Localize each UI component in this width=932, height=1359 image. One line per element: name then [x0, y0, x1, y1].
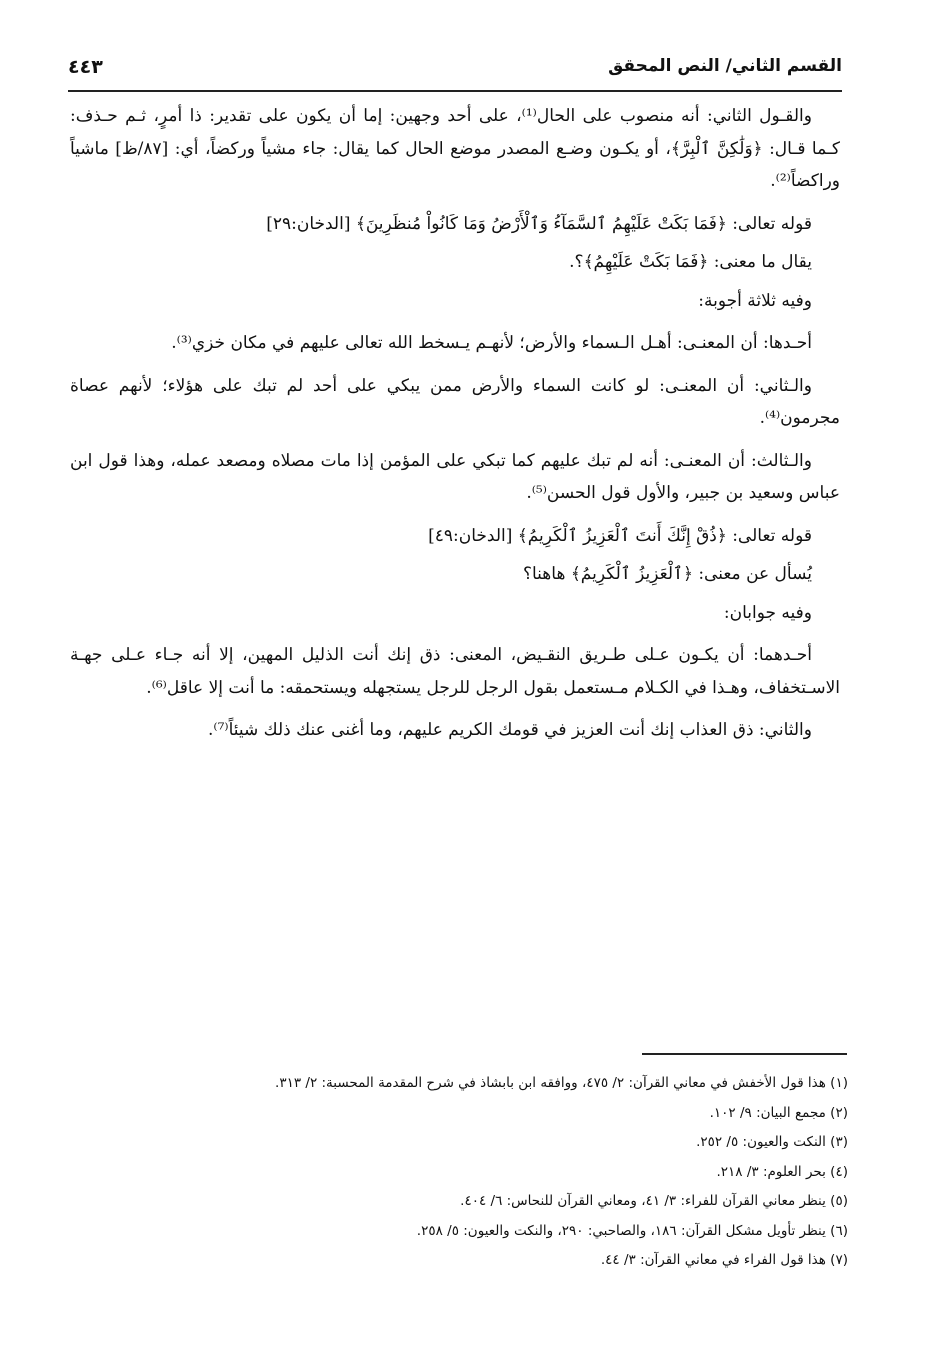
footnote: (٥) ينظر معاني القرآن للفراء: ٣/ ٤١، ومعاني القرآن للنحاس: ٦/ ٤٠٤.: [460, 1193, 848, 1209]
footnote-separator: [642, 1053, 847, 1055]
footnote: (٧) هذا قول الفراء في معاني القرآن: ٣/ ٤٤.: [600, 1252, 848, 1268]
question-line: يُسأل عن معنى: ﴿ٱلْعَزِيزُ ٱلْكَرِيمُ﴾ هاهنا؟: [522, 564, 812, 584]
footnotes: [120, 1069, 848, 1276]
paragraph: وفيه ثلاثة أجوبة:: [698, 290, 812, 311]
footnote: (٢) مجمع البيان: ٩/ ١٠٢.: [709, 1104, 848, 1121]
paragraph: والثاني: ذق العذاب إنك أنت العزيز في قومك الكريم عليهم، وما أغنى عنك ذلك شيئاً⁽⁷⁾.: [207, 720, 812, 740]
quran-verse-line: قوله تعالى: ﴿فَمَا بَكَتْ عَلَيْهِمُ ٱلسَّمَآءُ وَٱلْأَرْضُ وَمَا كَانُواْ مُنظَرِينَ﴾ [الدخان:٢٩]: [266, 213, 812, 234]
footnote: (٦) ينظر تأويل مشكل القرآن: ١٨٦، والصاحبي: ٢٩٠، والنكت والعيون: ٥/ ٢٥٨.: [416, 1222, 848, 1239]
quran-verse-line: قوله تعالى: ﴿ذُقْ إِنَّكَ أَنتَ ٱلْعَزِيزُ ٱلْكَرِيمُ﴾ [الدخان:٤٩]: [428, 525, 812, 546]
paragraph: أحـدهما: أن يكـون عـلى طـريق النقـيض، المعنى: ذق إنك أنت الذليل المهين، إلا أنه جـاء عـلى جهـة الاسـتخفاف، وهـذا في الكـلام مـستعمل بقول الرجل للرجل يستجهله ويستحمقه: ما أنت إلا عاقل⁽⁶⁾.: [70, 645, 840, 698]
footnote: (٤) بحر العلوم: ٣/ ٢١٨.: [716, 1163, 848, 1180]
paragraph: والـثالث: أن المعنـى: أنه لم تبك عليهم كما تبكي على المؤمن إذا مات مصلاه ومصعد عمله، وهذا قول ابن عباس وسعيد بن جبير، والأول قول الحسن⁽⁵⁾.: [70, 450, 840, 503]
paragraph: والقـول الثاني: أنه منصوب على الحال⁽¹⁾، على أحد وجهين: إما أن يكون على تقدير: ذا أمرٍ، ثـم حـذف: كـما قـال: ﴿وَلَٰكِنَّ ٱلْبِرَّ﴾، أو يكـون وضـع المصدر موضع الحال كما يقال: جاء مشياً وركضاً، أي: [٨٧/ظ] ماشياً وراكضاً⁽²⁾.: [70, 106, 840, 191]
page-header: [68, 48, 842, 92]
page-number: ٤٤٣: [68, 56, 103, 78]
main-text: [70, 100, 840, 757]
running-title: القسم الثاني/ النص المحقق: [608, 56, 842, 76]
footnote: (١) هذا قول الأخفش في معاني القرآن: ٢/ ٤٧٥، ووافقه ابن بابشاذ في شرح المقدمة المحسبة: ٢/ ٣١٣.: [275, 1075, 848, 1091]
paragraph: والـثاني: أن المعنـى: لو كانت السماء والأرض ممن يبكي على أحد لم تبك على هؤلاء؛ لأنهم عصاة مجرمون⁽⁴⁾.: [70, 375, 840, 428]
paragraph: أحـدها: أن المعنـى: أهـل الـسماء والأرض؛ لأنهـم يـسخط الله تعالى عليهم في مكان خزي⁽³⁾.: [171, 333, 812, 353]
footnote: (٣) النكت والعيون: ٥/ ٢٥٢.: [696, 1134, 848, 1150]
paragraph: وفيه جوابان:: [723, 602, 812, 623]
question-line: يقال ما معنى: ﴿فَمَا بَكَتْ عَلَيْهِمُ﴾؟.: [569, 252, 812, 272]
